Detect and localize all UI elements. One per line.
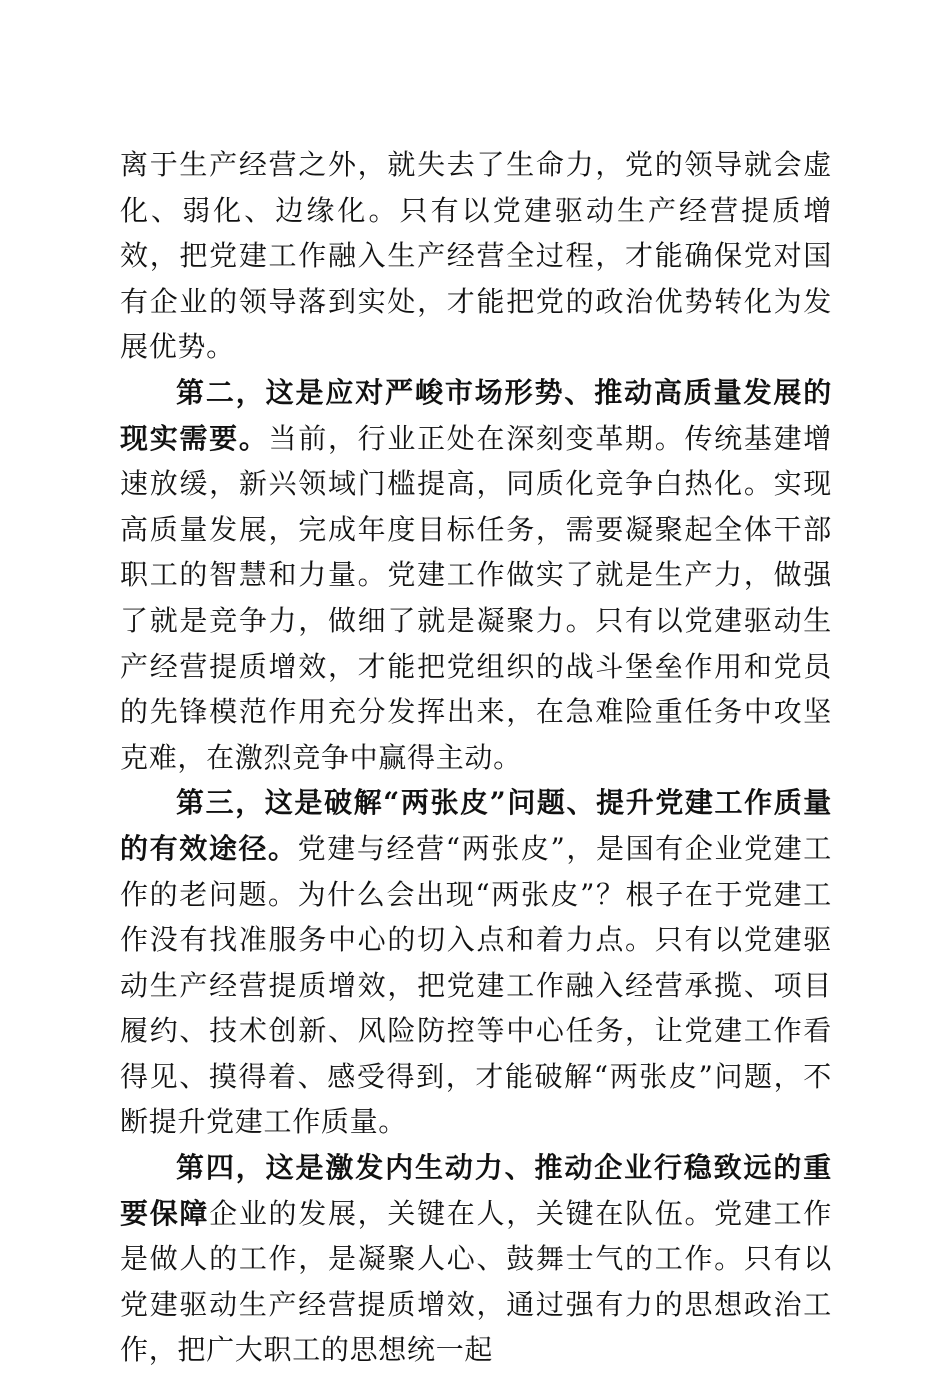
paragraph-3-lead: 第三，这是破解“两张皮”问题、提升党建工作质量的有效途径。: [120, 786, 832, 865]
paragraph-4-text: 企业的发展，关键在人，关键在队伍。党建工作是做人的工作，是凝聚人心、鼓舞士气的工作。只有以党建驱动生产经营提质增效，通过强有力的思想政治工作，把广大职工的思想统一起: [120, 1196, 832, 1367]
paragraph-3-text: 党建与经营“两张皮”，是国有企业党建工作的老问题。为什么会出现“两张皮”？根子在于党建工作没有找准服务中心的切入点和着力点。只有以党建驱动生产经营提质增效，把党建工作融入经营承揽、项目履约、技术创新、风险防控等中心任务，让党建工作看得见、摸得着、感受得到，才能破解“两张皮”问题，不断提升党建工作质量。: [120, 831, 832, 1139]
paragraph-3: [120, 780, 832, 1145]
paragraph-4: [120, 1145, 832, 1373]
paragraph-4-lead: 第四，这是激发内生动力、推动企业行稳致远的重要保障: [120, 1151, 832, 1230]
paragraph-2-text: 当前，行业正处在深刻变革期。传统基建增速放缓，新兴领域门槛提高，同质化竞争白热化。实现高质量发展，完成年度目标任务，需要凝聚起全体干部职工的智慧和力量。党建工作做实了就是生产力，做强了就是竞争力，做细了就是凝聚力。只有以党建驱动生产经营提质增效，才能把党组织的战斗堡垒作用和党员的先锋模范作用充分发挥出来，在急难险重任务中攻坚克难，在激烈竞争中赢得主动。: [120, 421, 832, 774]
paragraph-2-lead: 第二，这是应对严峻市场形势、推动高质量发展的现实需要。: [120, 375, 832, 455]
paragraph-2: [120, 370, 832, 780]
paragraph-1: [120, 142, 832, 370]
document-page: [120, 142, 832, 1373]
paragraph-1-text: 离于生产经营之外，就失去了生命力，党的领导就会虚化、弱化、边缘化。只有以党建驱动生产经营提质增效，把党建工作融入生产经营全过程，才能确保党对国有企业的领导落到实处，才能把党的政治优势转化为发展优势。: [120, 148, 832, 364]
